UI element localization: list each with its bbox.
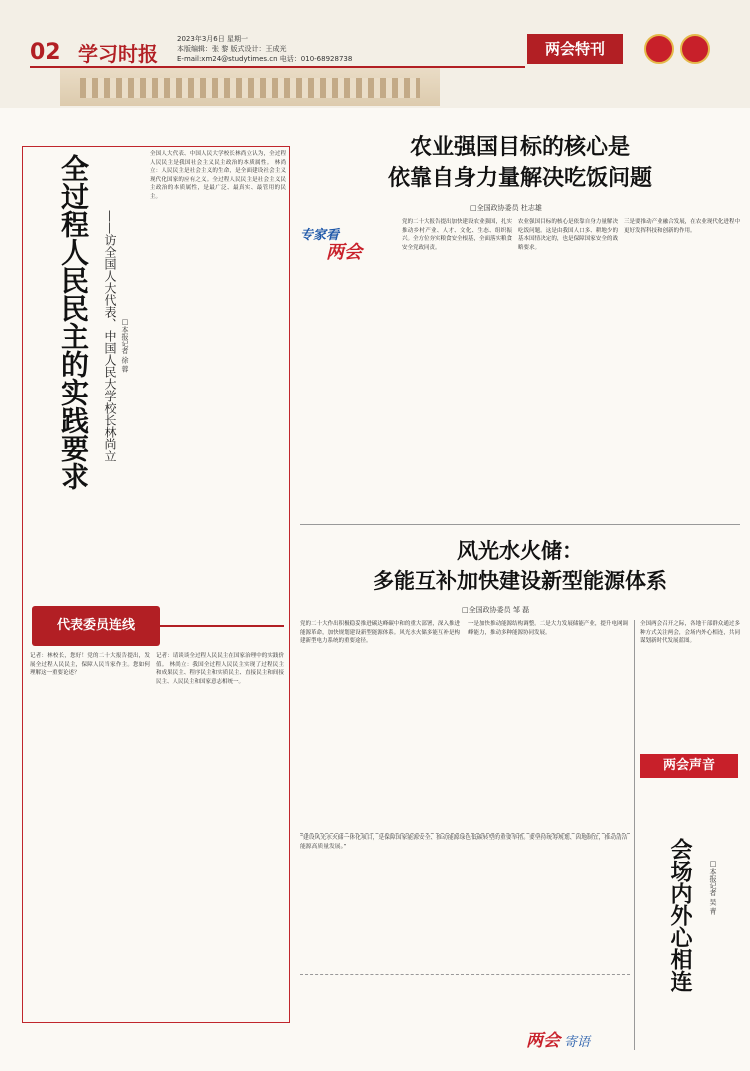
right-column-divider xyxy=(634,620,635,1050)
lianghui-badge-text: 两会 xyxy=(326,242,362,263)
article1-title-line1: 农业强国目标的核心是 xyxy=(409,134,630,160)
right-feature-title: 会场内外心相连 xyxy=(667,838,693,992)
article1-byline: □全国政协委员 杜志雄 xyxy=(470,204,542,212)
article1-title-line2: 依靠自身力量解决吃饭问题 xyxy=(387,165,652,191)
article1-title xyxy=(300,132,740,194)
cppcc-emblem-icon xyxy=(680,34,710,64)
paper-logo: 学习时报 xyxy=(78,42,158,66)
expert-badge-text: 专家看 xyxy=(300,228,340,243)
great-hall-image xyxy=(60,66,440,106)
left-article-column-1 xyxy=(150,150,286,600)
right-feature-p1: 全国两会召开之际，各地干部群众通过多种方式关注两会，会场内外心相连，共同谋划新时代发展蓝图。 xyxy=(640,621,740,645)
article2-title-line1: 风光水火储： xyxy=(457,538,583,563)
column-label-rule xyxy=(160,625,284,627)
article2-byline: □全国政协委员 邹 磊 xyxy=(462,606,530,614)
article1-p2: 农业强国目标的核心是依靠自身力量解决吃饭问题。这是由我国人口多、耕地少的基本国情决定的，也是保障国家安全的战略要求。 xyxy=(518,219,618,251)
article1-column-2 xyxy=(518,218,618,518)
left-article-p1: 记者：林校长，您好！党的二十大报告提出，发展全过程人民民主，保障人民当家作主。您如何理解这一重要论述？ xyxy=(30,653,150,677)
editor-credit: 本版编辑：张 黎 版式设计：王成光 xyxy=(177,45,287,53)
right-feature-byline: □本报记者 吴 青 xyxy=(709,860,717,915)
left-article-title: 全过程人民民主的实践要求 xyxy=(57,154,90,490)
left-article-column-2 xyxy=(30,652,150,1017)
left-article-p3: 记者：请谈谈全过程人民民主在国家治理中的实践价值。 xyxy=(156,653,284,668)
jiyu-badge-a: 两会 xyxy=(526,1031,560,1051)
left-article-byline: □本报记者 徐 蓉 xyxy=(121,318,129,373)
jiyu-badge-b: 寄语 xyxy=(564,1035,591,1050)
expert-view-badge xyxy=(300,218,398,272)
article1-p1: 党的二十大报告提出加快建设农业强国，扎实推动乡村产业、人才、文化、生态、组织振兴。全方位夯实粮食安全根基，全面落实粮食安全党政同责。 xyxy=(402,219,512,251)
masthead xyxy=(0,0,750,108)
page-number: 02 xyxy=(30,40,61,65)
article1-p3: 三是要推动产业融合发展，在农业现代化进程中更好发挥科技和创新的作用。 xyxy=(624,219,740,234)
article2-p1: 党的二十大作出积极稳妥推进碳达峰碳中和的重大部署，深入推进能源革命，加快规划建设新型能源体系。风光水火储多能互补是构建新型电力系统的重要途径。 xyxy=(300,621,460,645)
article1-column-3 xyxy=(624,218,740,518)
article1-column-1 xyxy=(402,218,512,518)
article2-p2: 一是加快推动能源结构调整。二是大力发展储能产业，提升电网调峰能力，推动多种能源协同发展。 xyxy=(468,621,628,636)
header-rule xyxy=(30,66,525,68)
voices-label: 两会声音 xyxy=(640,754,738,778)
lianghui-jiyu-logo xyxy=(526,1026,626,1056)
section-title: 两会特刊 xyxy=(527,34,623,64)
left-article-intro: 全国人大代表、中国人民大学校长林尚立认为，全过程人民民主是我国社会主义民主政治的本质属性。 xyxy=(150,151,286,166)
right-column-text xyxy=(640,620,740,745)
article2-column-1 xyxy=(300,620,460,825)
left-article-subtitle: ——访全国人大代表、中国人民大学校长林尚立 xyxy=(103,210,117,462)
quote-box: “建设风光水火储一体化项目，是保障国家能源安全、推动能源绿色低碳转型的重要举措。要坚持统筹规划、因地制宜，推动清洁能源高质量发展。” xyxy=(300,833,630,975)
article2-title-line2: 多能互补加快建设新型能源体系 xyxy=(373,568,667,593)
issue-date: 2023年3月6日 星期一 xyxy=(177,35,248,43)
national-emblem-icon xyxy=(644,34,674,64)
article2-column-2 xyxy=(468,620,628,825)
column-label: 代表委员连线 xyxy=(32,606,160,646)
contact-info: E-mail:xm24@studytimes.cn 电话：010-68928738 xyxy=(177,55,353,63)
left-article-p2: 林尚立：人民民主是社会主义的生命，是全面建设社会主义现代化国家的应有之义。全过程人民民主是社会主义民主政治的本质属性，是最广泛、最真实、最管用的民主。 xyxy=(150,159,286,200)
article2-title xyxy=(300,536,740,596)
masthead-info xyxy=(177,34,352,64)
left-article-column-3 xyxy=(156,652,284,1017)
article-divider xyxy=(300,524,740,525)
left-article-p4: 林尚立：我国全过程人民民主实现了过程民主和成果民主、程序民主和实质民主、直接民主和间接民主、人民民主和国家意志相统一。 xyxy=(156,661,284,685)
